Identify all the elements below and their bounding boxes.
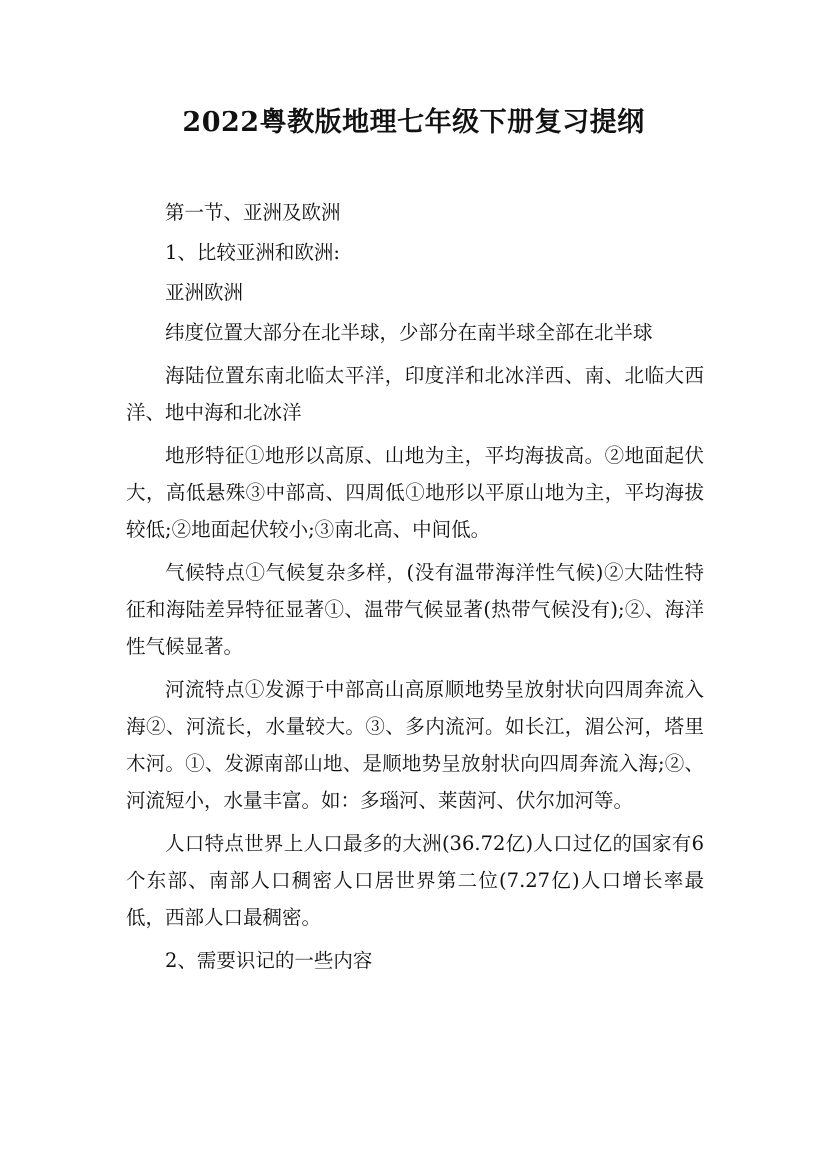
paragraph-rivers: 河流特点①发源于中部高山高原顺地势呈放射状向四周奔流入海②、河流长，水量较大。③、多内流河。如长江，湄公河，塔里木河。①、发源南部山地、是顺地势呈放射状向四周奔流入海;②、河流短小，水量丰富。如：多瑙河、莱茵河、伏尔加河等。 [126, 678, 704, 812]
paragraph-table-header: 亚洲欧洲 [165, 281, 244, 304]
document-title: 2022粤教版地理七年级下册复习提纲 [182, 107, 645, 138]
section-heading: 第一节、亚洲及欧洲 [165, 201, 341, 224]
paragraph-population: 人口特点世界上人口最多的大洲(36.72亿)人口过亿的国家有6个东部、南部人口稠密人口居世界第二位(7.27亿)人口增长率最低，西部人口最稠密。 [126, 832, 704, 929]
paragraph-latitude: 纬度位置大部分在北半球，少部分在南半球全部在北半球 [165, 321, 653, 344]
subsection-heading: 1、比较亚洲和欧洲: [165, 241, 340, 264]
document-body [126, 194, 704, 979]
paragraph-sea-land: 海陆位置东南北临太平洋，印度洋和北冰洋西、南、北临大西洋、地中海和北冰洋 [126, 364, 704, 424]
paragraph-climate: 气候特点①气候复杂多样，(没有温带海洋性气候)②大陆性特征和海陆差异特征显著①、温带气候显著(热带气候没有);②、海洋性气候显著。 [126, 561, 704, 658]
subsection-heading-2: 2、需要识记的一些内容 [165, 949, 373, 972]
paragraph-terrain: 地形特征①地形以高原、山地为主，平均海拔高。②地面起伏大，高低悬殊③中部高、四周低①地形以平原山地为主，平均海拔较低;②地面起伏较小;③南北高、中间低。 [126, 444, 704, 541]
